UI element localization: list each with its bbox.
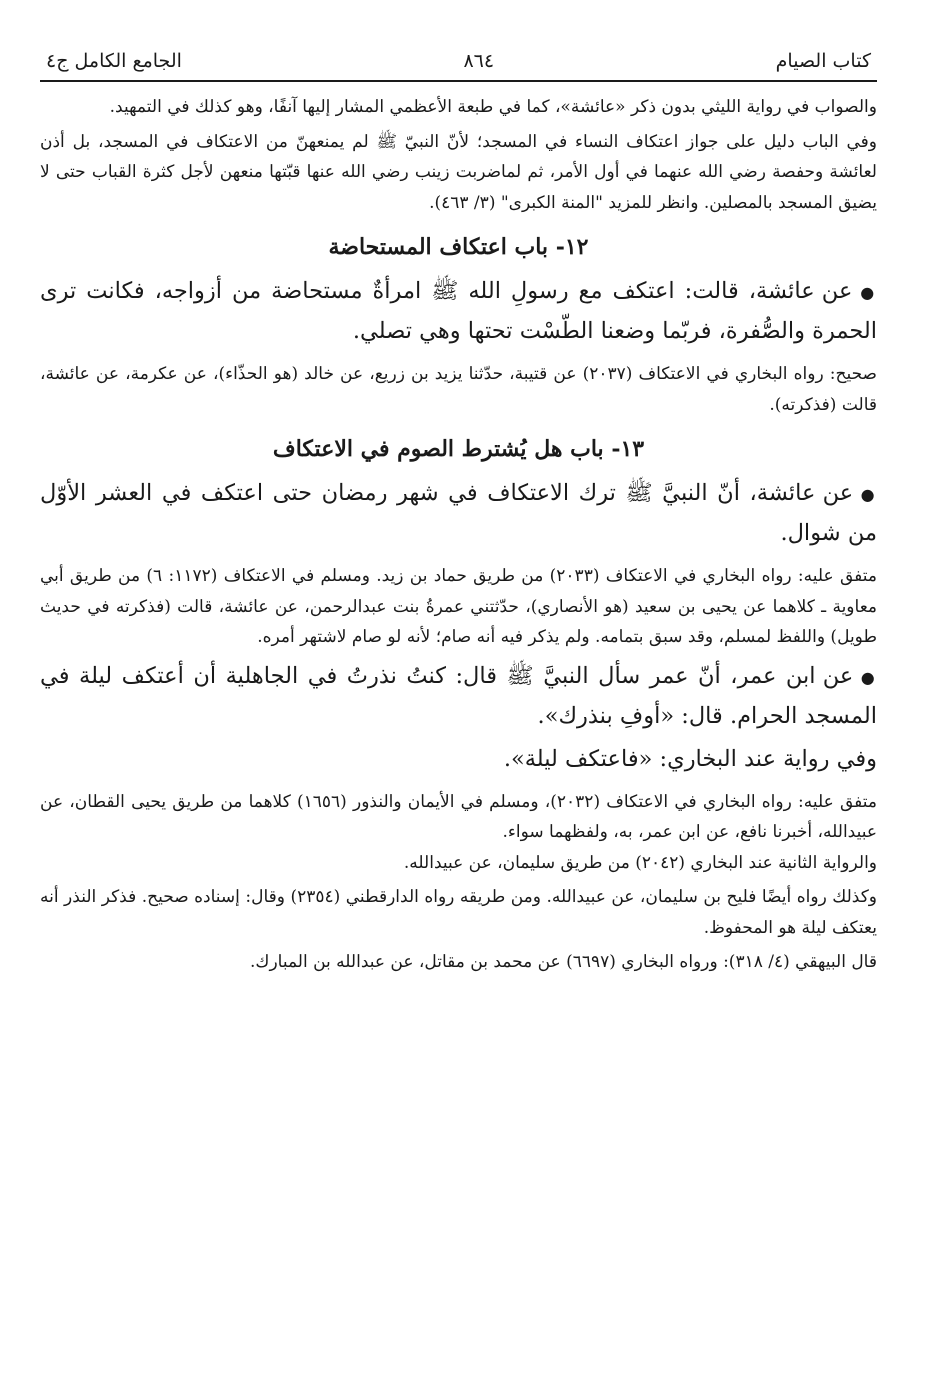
page-number: ٨٦٤ xyxy=(463,50,495,72)
section-heading: ١٢- باب اعتكاف المستحاضة xyxy=(328,234,589,260)
section-heading: ١٣- باب هل يُشترط الصوم في الاعتكاف xyxy=(272,436,645,462)
takhrij-note: متفق عليه: رواه البخاري في الاعتكاف (٢٠٣٣) من طريق حماد بن زيد. ومسلم في الاعتكاف (١١٧٢: ٦) من طريق أبي معاوية ـ كلاهما عن يحيى بن سعيد (هو الأنصاري)، حدّثتني عمرةُ بنت عبدالرحمن، عن عائشة، قالت (فذكرته في حديث طويل) واللفظ لمسلم، وقد سبق بتمامه. ولم يذكر فيه أنه صام؛ لأنه لو صام لاشتهر أمره. xyxy=(40,566,877,647)
takhrij-note: وكذلك رواه أيضًا فليح بن سليمان، عن عبيدالله. ومن طريقه رواه الدارقطني (٢٣٥٤) وقال: إسناده صحيح. فذكر النذر أنه يعتكف ليلة هو المحفوظ. xyxy=(40,887,877,938)
hadith-text: ● عن عائشة، قالت: اعتكف مع رسولِ الله ﷺ امرأةٌ مستحاضة من أزواجه، فكانت ترى الحمرة والصُّفرة، فربّما وضعنا الطّسْت تحتها وهي تصلي. xyxy=(40,272,877,351)
running-header xyxy=(40,50,877,82)
note-paragraph: والصواب في رواية الليثي بدون ذكر «عائشة»، كما في طبعة الأعظمي المشار إليها آنفًا، وهو كذلك في التمهيد. xyxy=(109,97,877,117)
chapter-title: كتاب الصيام xyxy=(775,50,871,72)
hadith-text: ● عن عائشة، أنّ النبيَّ ﷺ ترك الاعتكاف في شهر رمضان حتى اعتكف في العشر الأوّل من شوال. xyxy=(40,474,877,553)
book-page xyxy=(40,50,877,978)
takhrij-note: والرواية الثانية عند البخاري (٢٠٤٢) من طريق سليمان، عن عبيدالله. xyxy=(403,852,877,873)
note-paragraph: وفي الباب دليل على جواز اعتكاف النساء في المسجد؛ لأنّ النبيّ ﷺ لم يمنعهنّ من الاعتكاف في المسجد، بل أذن لعائشة وحفصة رضي الله عنهما في أول الأمر، ثم لماضربت زينب رضي الله عنها قبّتها منعهن لأجل كثرة القباب حتى لا يضيق المسجد بالمصلين. وانظر للمزيد "المنة الكبرى" (٣/ ٤٦٣). xyxy=(40,131,877,213)
hadith-variant: وفي رواية عند البخاري: «فاعتكف ليلة». xyxy=(503,745,877,772)
takhrij-note: متفق عليه: رواه البخاري في الاعتكاف (٢٠٣٢)، ومسلم في الأيمان والنذور (١٦٥٦) كلاهما من طريق يحيى القطان، عن عبيدالله، أخبرنا نافع، عن ابن عمر، به، ولفظهما سواء. xyxy=(40,791,877,842)
hadith-text: ● عن ابن عمر، أنّ عمر سأل النبيَّ ﷺ قال: كنتُ نذرتُ في الجاهلية أن أعتكف ليلة في المسجد الحرام. قال: «أوفِ بنذرك». xyxy=(40,657,877,736)
book-title: الجامع الكامل ج٤ xyxy=(46,50,182,72)
takhrij-note: صحيح: رواه البخاري في الاعتكاف (٢٠٣٧) عن قتيبة، حدّثنا يزيد بن زريع، عن خالد (هو الحذّاء)، عن عكرمة، عن عائشة، قالت (فذكرته). xyxy=(40,364,877,415)
takhrij-note: قال البيهقي (٤/ ٣١٨): ورواه البخاري (٦٦٩٧) عن محمد بن مقاتل، عن عبدالله بن المبارك. xyxy=(250,952,877,972)
